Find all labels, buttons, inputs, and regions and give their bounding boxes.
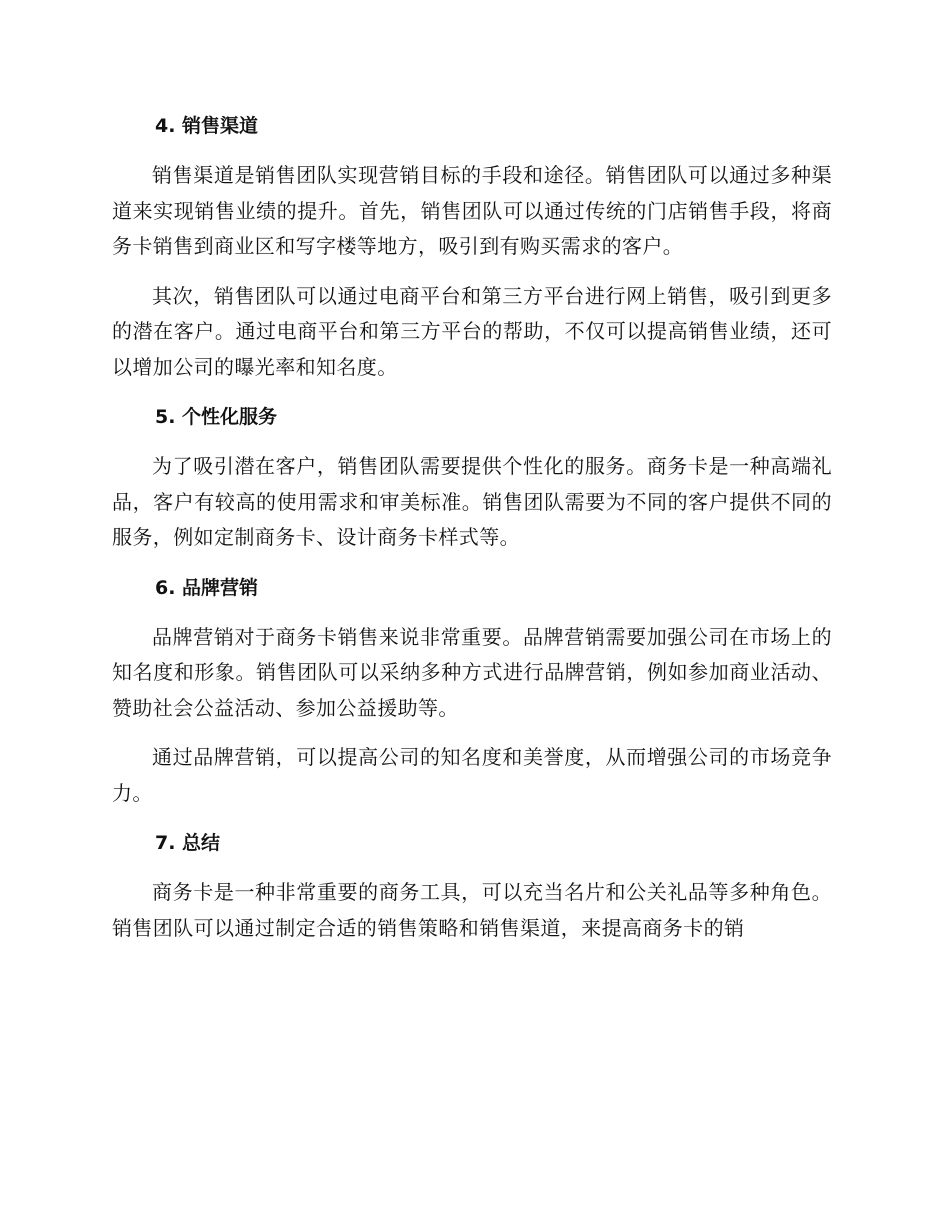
paragraph: 通过品牌营销，可以提高公司的知名度和美誉度，从而增强公司的市场竞争力。 [112, 745, 832, 805]
section-heading-summary: 7. 总结 [155, 832, 221, 854]
paragraph: 商务卡是一种非常重要的商务工具，可以充当名片和公关礼品等多种角色。销售团队可以通过制定合适的销售策略和销售渠道，来提高商务卡的销 [112, 880, 832, 940]
section-heading-brand-marketing: 6. 品牌营销 [155, 576, 259, 599]
paragraph: 品牌营销对于商务卡销售来说非常重要。品牌营销需要加强公司在市场上的知名度和形象。销售团队可以采纳多种方式进行品牌营销，例如参加商业活动、赞助社会公益活动、参加公益援助等。 [112, 624, 832, 720]
paragraph: 为了吸引潜在客户，销售团队需要提供个性化的服务。商务卡是一种高端礼品，客户有较高的使用需求和审美标准。销售团队需要为不同的客户提供不同的服务，例如定制商务卡、设计商务卡样式等。 [112, 454, 832, 549]
paragraph: 销售渠道是销售团队实现营销目标的手段和途径。销售团队可以通过多种渠道来实现销售业绩的提升。首先，销售团队可以通过传统的门店销售手段，将商务卡销售到商业区和写字楼等地方，吸引到有购买需求的客户。 [112, 163, 832, 258]
document-page [112, 108, 832, 946]
section-heading-sales-channels: 4. 销售渠道 [155, 115, 259, 137]
paragraph: 其次，销售团队可以通过电商平台和第三方平台进行网上销售，吸引到更多的潜在客户。通过电商平台和第三方平台的帮助，不仅可以提高销售业绩，还可以增加公司的曝光率和知名度。 [112, 283, 832, 379]
section-heading-personalized-service: 5. 个性化服务 [155, 406, 278, 428]
